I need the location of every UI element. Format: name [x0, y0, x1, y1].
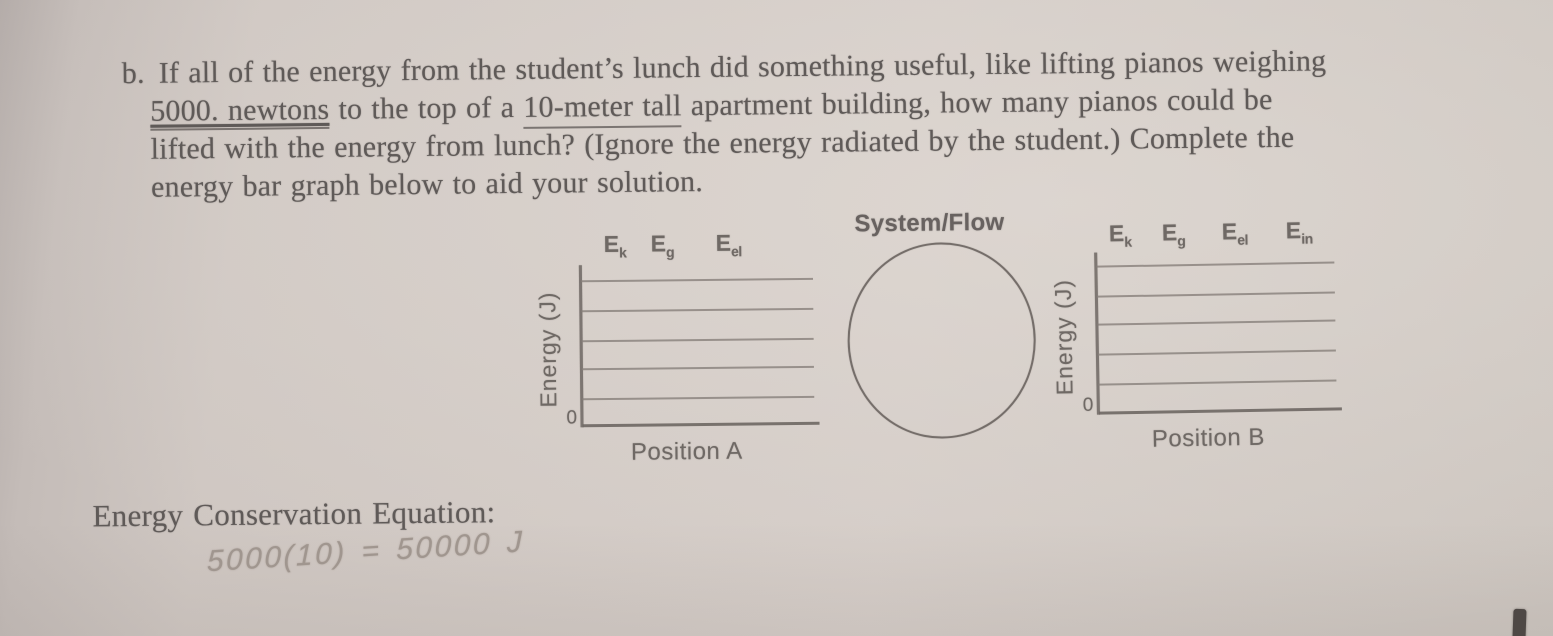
column-header-eel	[1222, 218, 1249, 248]
column-header-sub: el	[1237, 231, 1249, 248]
column-header-base: E	[1221, 218, 1238, 245]
gridline	[1096, 261, 1334, 267]
gridline	[1098, 349, 1336, 355]
y-axis-line	[1094, 253, 1100, 415]
column-header-eg	[651, 230, 675, 260]
column-header-ek	[604, 231, 627, 261]
equation-heading: Energy Conservation Equation:	[92, 494, 496, 534]
column-header-base: E	[1285, 217, 1302, 244]
energy-bar-graph-position-b	[1045, 216, 1364, 461]
gridline	[1098, 379, 1336, 385]
column-header-base: E	[1108, 220, 1125, 247]
column-header-sub: k	[1124, 233, 1132, 250]
x-axis-baseline	[1099, 407, 1342, 414]
value-5000-newtons: 5000. newtons	[150, 93, 329, 131]
column-header-sub: g	[665, 243, 675, 260]
column-header-base: E	[715, 229, 732, 256]
column-header-ek	[1109, 220, 1132, 250]
origin-zero: 0	[566, 407, 578, 429]
gridline	[581, 278, 813, 282]
problem-line-1-text: If all of the energy from the student’s lunch did something useful, like lifting pianos weighing	[158, 44, 1327, 90]
y-axis-label: Energy (J)	[534, 291, 562, 408]
x-axis-label-position-a: Position A	[630, 437, 743, 466]
x-axis-baseline	[583, 422, 820, 427]
column-header-base: E	[1161, 219, 1178, 246]
energy-bar-graph-position-a	[530, 229, 832, 472]
gridline	[1097, 319, 1335, 325]
problem-item-label: b.	[121, 56, 145, 91]
gridline	[582, 338, 814, 342]
y-axis-line	[579, 265, 584, 427]
x-axis-label-position-b: Position B	[1151, 423, 1266, 453]
column-header-base: E	[603, 230, 620, 258]
gridline	[582, 396, 814, 400]
problem-text	[122, 42, 1328, 207]
column-header-eg	[1162, 219, 1186, 249]
handwritten-answer: 5000(10) = 50000 J	[206, 525, 525, 579]
system-flow-circle	[847, 242, 1037, 440]
column-header-eel	[715, 230, 741, 260]
column-header-sub: in	[1301, 230, 1313, 247]
column-header-sub: g	[1177, 232, 1186, 249]
column-header-sub: k	[618, 244, 627, 261]
column-header-base: E	[650, 230, 667, 257]
gridline	[1097, 291, 1335, 297]
system-flow-label: System/Flow	[854, 208, 1005, 238]
problem-line-2-middle: to the top of a	[329, 90, 524, 126]
problem-line-3: lifted with the energy from lunch? (Ignore the energy radiated by the student.) Complete the	[150, 120, 1295, 166]
column-header-ein	[1286, 217, 1313, 247]
column-header-sub: el	[730, 243, 742, 260]
problem-line-4: energy bar graph below to aid your solution.	[150, 165, 704, 204]
gridline	[582, 366, 814, 370]
value-10-meter: 10-meter tall	[523, 89, 682, 129]
y-axis-label: Energy (J)	[1049, 278, 1078, 396]
problem-line-2-end: apartment building, how many pianos could be	[681, 83, 1273, 123]
gridline	[581, 308, 813, 312]
origin-zero: 0	[1082, 394, 1094, 416]
pen-mark	[1512, 609, 1526, 636]
